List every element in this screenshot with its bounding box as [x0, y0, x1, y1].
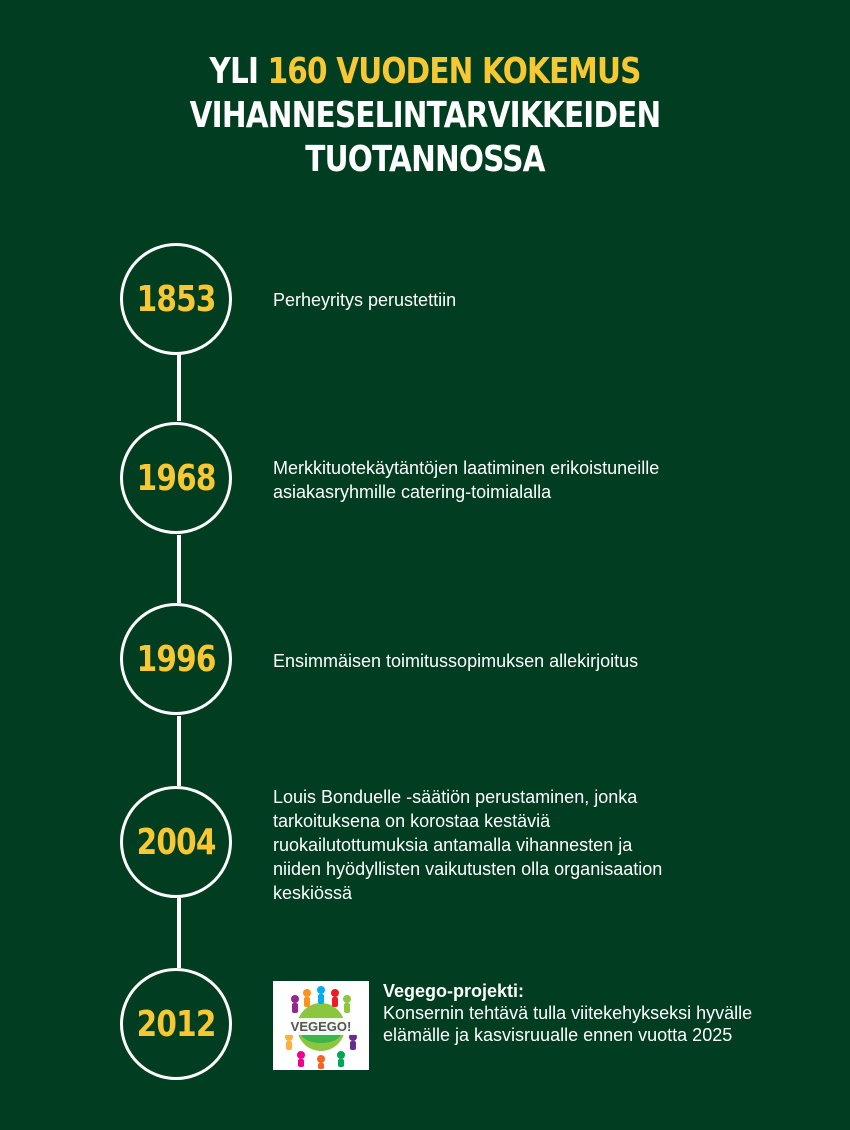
year-circle-1996 [120, 603, 232, 715]
year-label: 2004 [136, 821, 216, 863]
timeline-connector [177, 535, 181, 603]
title-line-1 [77, 50, 774, 94]
title-prefix: YLI [209, 51, 259, 92]
title-line-2: VIHANNESELINTARVIKKEIDEN [189, 95, 661, 136]
title-highlight: 160 VUODEN KOKEMUS [267, 51, 641, 92]
timeline-description: Ensimmäisen toimitussopimuksen allekirjoitus [273, 651, 639, 671]
timeline-connector [177, 355, 181, 421]
vegego-heading: Vegego-projekti: [383, 981, 525, 1001]
vegego-logo-text: VEGEGO! [290, 1019, 352, 1034]
year-circle-2012 [120, 968, 232, 1080]
year-label: 1968 [136, 457, 216, 499]
timeline-connector [177, 716, 181, 786]
year-circle-1853 [120, 243, 232, 355]
year-label: 1996 [136, 638, 216, 680]
year-circle-1968 [120, 422, 232, 534]
timeline-connector [177, 898, 181, 968]
title-line-3: TUOTANNOSSA [305, 139, 545, 180]
timeline-description-2012 [383, 980, 783, 1046]
timeline-description: Merkkituotekäytäntöjen laatiminen erikoistuneille asiakasryhmille catering-toimialalla [273, 458, 660, 502]
year-label: 2012 [136, 1003, 216, 1045]
timeline-description: Perheyritys perustettiin [273, 290, 457, 310]
year-circle-2004 [120, 786, 232, 898]
year-label: 1853 [136, 278, 216, 320]
vegego-logo [273, 981, 369, 1070]
timeline-description: Louis Bonduelle -säätiön perustaminen, jonka tarkoituksena on korostaa kestäviä ruokailutottumuksia antamalla vihannesten ja niiden hyödyllisten vaikutusten olla organisaation keskiössä [273, 787, 663, 903]
vegego-text: Konsernin tehtävä tulla viitekehykseksi hyvälle elämälle ja kasvisruualle ennen vuotta 2025 [383, 1003, 753, 1045]
page-title [77, 50, 774, 182]
